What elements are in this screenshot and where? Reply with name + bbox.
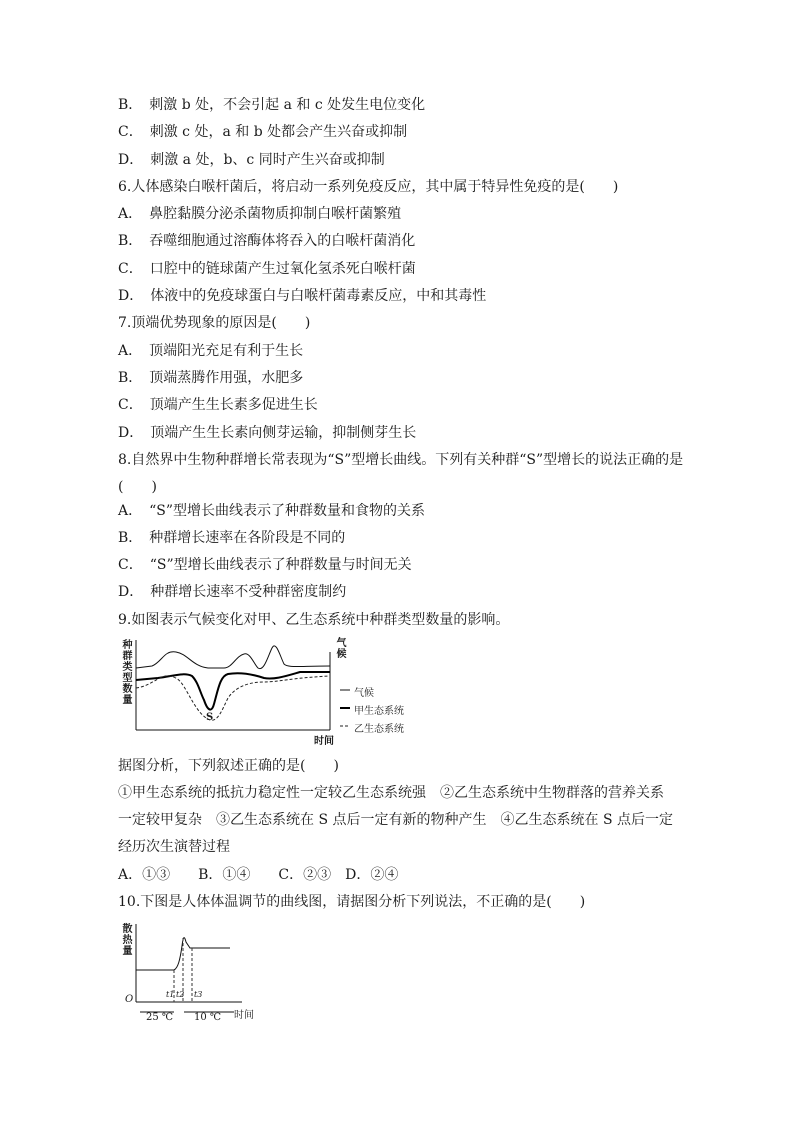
q9-statement-3: 经历次生演替过程: [118, 839, 230, 855]
q6-option-d: D． 体液中的免疫球蛋白与白喉杆菌毒素反应，中和其毒性: [118, 288, 487, 304]
q9-statement-2: 一定较甲复杂 ③乙生态系统在 S 点后一定有新的物种产生 ④乙生态系统在 S 点后一定: [118, 812, 673, 828]
q9-jia-line: [136, 672, 330, 710]
q7-option-c: C． 顶端产生生长素多促进生长: [118, 397, 318, 413]
q10-region-10: 10 ℃: [194, 1012, 222, 1023]
q7-stem: 7.顶端优势现象的原因是( ): [118, 315, 311, 331]
q8-option-d: D． 种群增长速率不受种群密度制约: [118, 584, 347, 600]
q9-legend-yi: 乙生态系统: [354, 724, 404, 735]
q9-legend-climate: 气候: [354, 688, 374, 699]
q9-statement-1: ①甲生态系统的抵抗力稳定性一定较乙生态系统强 ②乙生态系统中生物群落的营养关系: [118, 785, 664, 801]
q10-tick-t1: t1: [166, 990, 175, 999]
q6-option-a: A． 鼻腔黏膜分泌杀菌物质抑制白喉杆菌繁殖: [118, 206, 402, 222]
q9-choices: A．①③ B．①④ C．②③ D．②④: [118, 867, 399, 883]
q8-option-a: A． “S”型增长曲线表示了种群数量和食物的关系: [118, 503, 426, 519]
q9-ylabel: 种群类型数量: [122, 640, 133, 706]
q10-region-25: 25 ℃: [146, 1012, 174, 1023]
q7-option-b: B． 顶端蒸腾作用强，水肥多: [118, 370, 304, 386]
q9-legend-jia: 甲生态系统: [354, 706, 404, 717]
q8-stem: 8.自然界中生物种群增长常表现为“S”型增长曲线。下列有关种群“S”型增长的说法正确的是: [118, 452, 684, 468]
q6-option-c: C． 口腔中的链球菌产生过氧化氢杀死白喉杆菌: [118, 261, 416, 277]
q10-tick-t2: t2: [176, 990, 185, 999]
q6-option-b: B． 吞噬细胞通过溶酶体将吞入的白喉杆菌消化: [118, 233, 416, 249]
q10-figure: [118, 920, 268, 1024]
q8-stem-cont: ( ): [118, 479, 157, 495]
q8-option-c: C． “S”型增长曲线表示了种群数量与时间无关: [118, 557, 412, 573]
q9-stem: 9.如图表示气候变化对甲、乙生态系统中种群类型数量的影响。: [118, 612, 510, 628]
q10-xlabel: 时间: [234, 1010, 254, 1021]
q9-climate-line: [136, 646, 330, 669]
q5-option-b: B． 刺激 b 处，不会引起 a 和 c 处发生电位变化: [118, 97, 426, 113]
q9-figure: [118, 636, 418, 748]
q5-option-c: C． 刺激 c 处，a 和 b 处都会产生兴奋或抑制: [118, 124, 408, 140]
q10-origin: O: [125, 994, 134, 1005]
q9-yi-line: [136, 676, 330, 720]
q7-option-d: D． 顶端产生生长素向侧芽运输，抑制侧芽生长: [118, 425, 417, 441]
q9-xlabel: 时间: [314, 736, 334, 747]
q10-ylabel: 散热量: [122, 924, 133, 957]
q5-option-d: D． 刺激 a 处，b、c 同时产生兴奋或抑制: [118, 152, 385, 168]
q9-ylabel-right: 气候: [336, 638, 347, 660]
q9-s-point-label: S: [206, 712, 214, 723]
q10-stem: 10.下图是人体体温调节的曲线图，请据图分析下列说法，不正确的是( ): [118, 894, 586, 910]
q10-tick-t3: t3: [194, 990, 203, 999]
q7-option-a: A． 顶端阳光充足有利于生长: [118, 343, 304, 359]
q9-question: 据图分析，下列叙述正确的是( ): [118, 758, 339, 774]
q6-stem: 6.人体感染白喉杆菌后，将启动一系列免疫反应，其中属于特异性免疫的是( ): [118, 179, 619, 195]
q8-option-b: B． 种群增长速率在各阶段是不同的: [118, 530, 346, 546]
